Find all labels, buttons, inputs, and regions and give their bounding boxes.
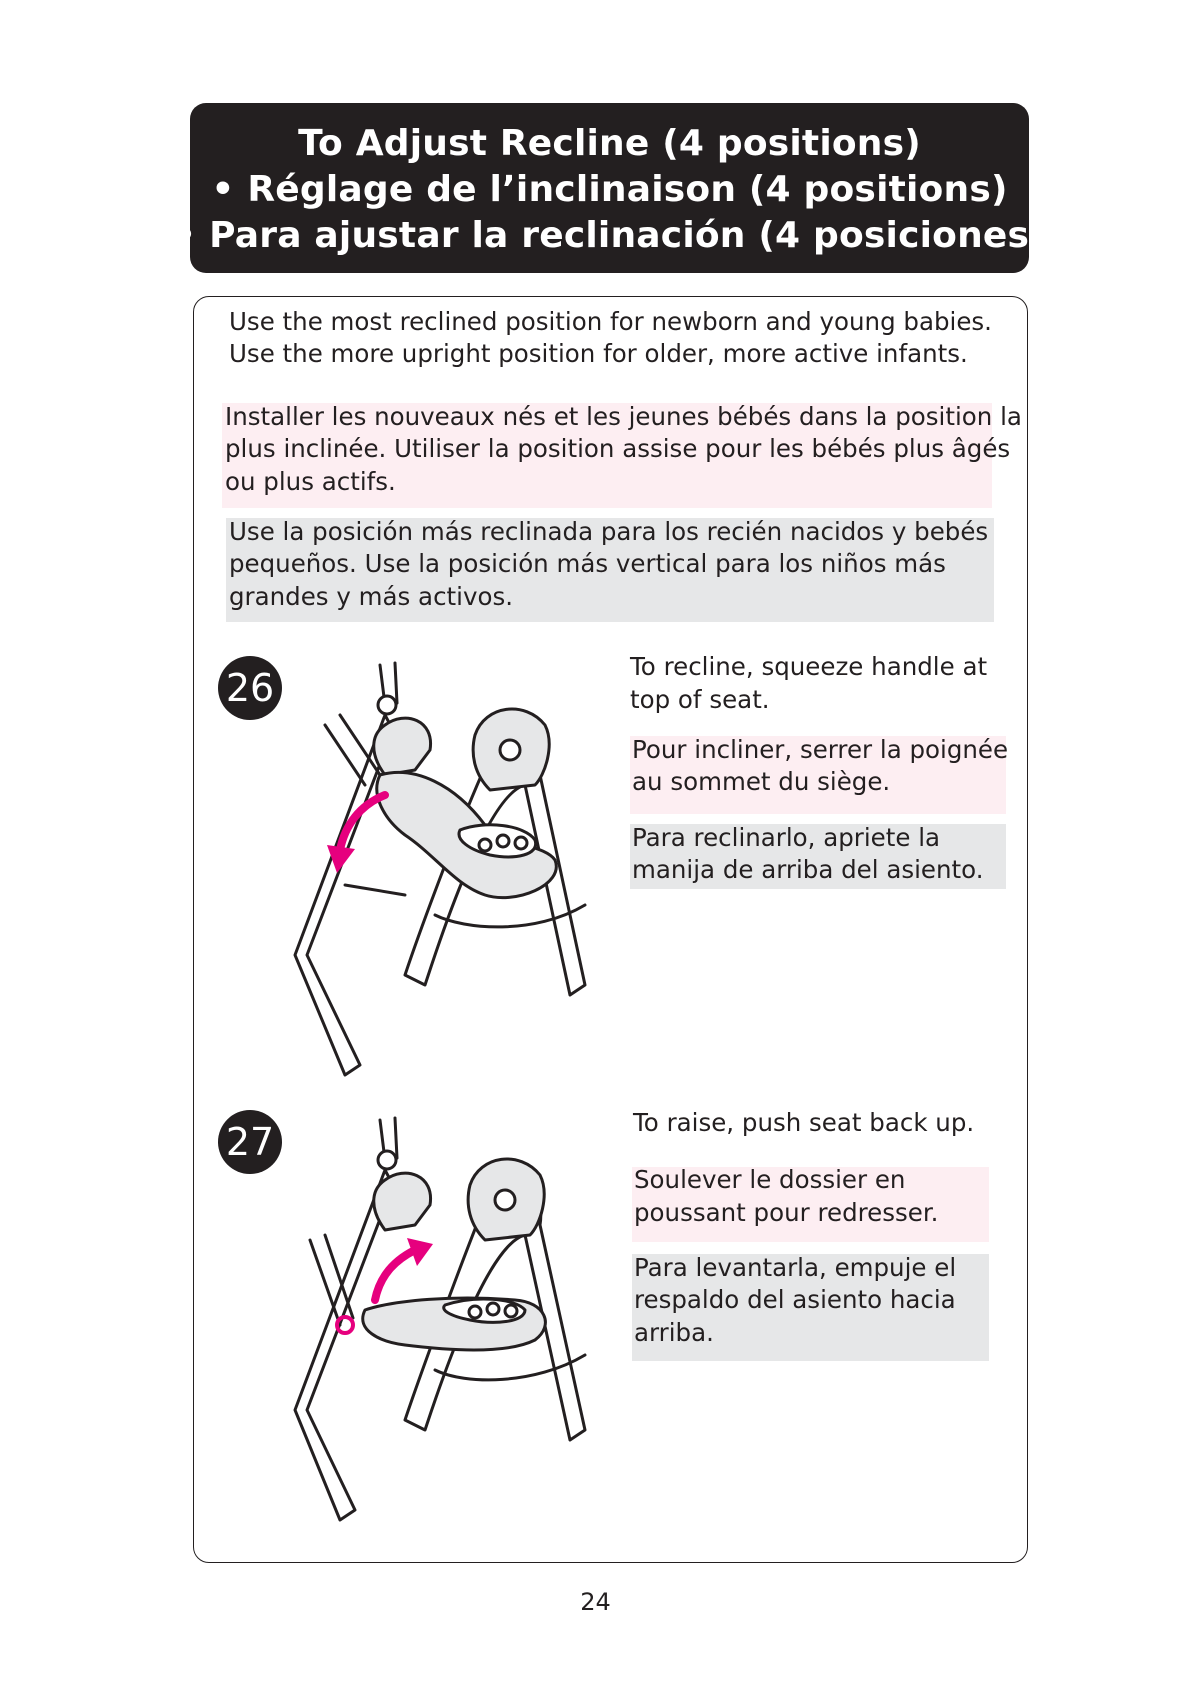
intro-english-line: Use the most reclined position for newborn and young babies. [229, 307, 992, 336]
swing-recline-illustration [285, 655, 605, 1085]
step-text-line: arriba. [634, 1318, 714, 1347]
step-number-26: 26 [218, 656, 282, 720]
step-text-line: poussant pour redresser. [634, 1198, 939, 1227]
arrow-up-icon [375, 1238, 433, 1300]
intro-spanish-line: pequeños. Use la posición más vertical para los niños más [229, 549, 946, 578]
section-header [173, 103, 1046, 273]
intro-french-line: plus inclinée. Utiliser la position assise pour les bébés plus âgés [225, 434, 1011, 463]
intro-spanish-line: grandes y más activos. [229, 582, 513, 611]
step-text-line: manija de arriba del asiento. [632, 855, 984, 884]
header-title-spanish: • Para ajustar la reclinación (4 posiciones) [173, 215, 1046, 256]
intro-spanish-line: Use la posición más reclinada para los recién nacidos y bebés [229, 517, 989, 546]
step-number-27: 27 [218, 1110, 282, 1174]
intro-english-line: Use the more upright position for older, more active infants. [229, 339, 968, 368]
step-text-line: Soulever le dossier en [634, 1165, 906, 1194]
step-text-line: Pour incliner, serrer la poignée [632, 735, 1009, 764]
step-text-line: au sommet du siège. [632, 767, 891, 796]
header-title-french: • Réglage de l’inclinaison (4 positions) [211, 169, 1008, 210]
page-number: 24 [580, 1588, 611, 1616]
header-title-english: To Adjust Recline (4 positions) [298, 123, 921, 164]
step-text-line: To recline, squeeze handle at [630, 652, 988, 681]
step-text-line: respaldo del asiento hacia [634, 1285, 956, 1314]
step-text-line: Para reclinarlo, apriete la [632, 823, 941, 852]
swing-raise-illustration [285, 1110, 605, 1530]
step-text-line: Para levantarla, empuje el [634, 1253, 957, 1282]
step-text-line: top of seat. [630, 685, 770, 714]
intro-french-line: Installer les nouveaux nés et les jeunes bébés dans la position la [225, 402, 1022, 431]
intro-french-line: ou plus actifs. [225, 467, 396, 496]
step-text-line: To raise, push seat back up. [633, 1108, 975, 1137]
